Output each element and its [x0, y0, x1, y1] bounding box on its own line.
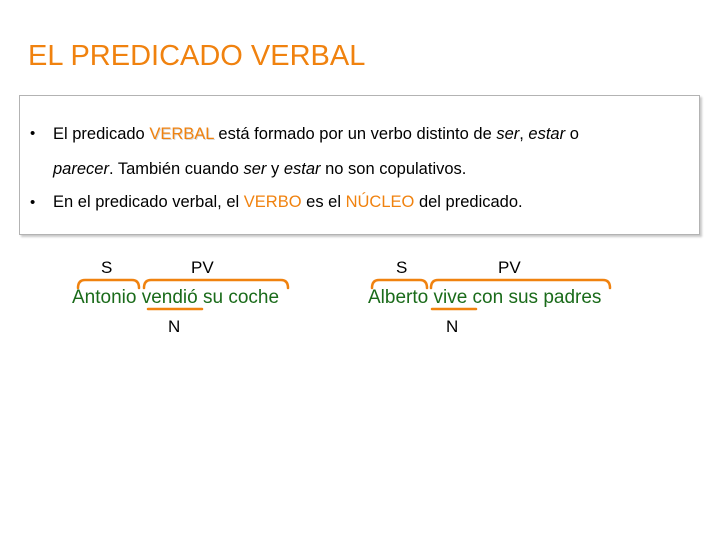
example-1-predicate-bracket [144, 280, 288, 288]
example-1-sentence: Antonio vendió su coche [72, 287, 280, 308]
highlight-verbal: VERBAL [149, 125, 214, 143]
example-2-subject-label: S [396, 258, 408, 277]
example-2-predicate-label: PV [498, 258, 521, 277]
page-title: EL PREDICADO VERBAL [28, 40, 366, 72]
example-1-verb: vendió [141, 287, 198, 308]
bullet-2-line: En el predicado verbal, el VERBO es el NÚCLEO del predicado. [53, 193, 523, 211]
example-2-nucleus-label: N [446, 317, 459, 336]
example-1-nucleus-label: N [168, 317, 181, 336]
bullet-marker: • [30, 194, 36, 211]
highlight-verbo: VERBO [243, 193, 302, 211]
example-2-subject-bracket [372, 280, 427, 288]
example-2-predicate-bracket [431, 280, 610, 288]
example-1-subject-bracket [78, 280, 139, 288]
bullet-marker: • [30, 125, 36, 142]
bullet-1-line-2: parecer. También cuando ser y estar no son copulativos. [53, 160, 467, 178]
example-2-sentence: Alberto vive con sus padres [368, 287, 602, 308]
example-2-verb: vive [433, 287, 468, 308]
example-1-predicate-label: PV [191, 258, 214, 277]
bullet-1-line-1: El predicado VERBAL está formado por un verbo distinto de ser, estar o [53, 125, 579, 143]
example-1-subject-label: S [101, 258, 113, 277]
highlight-nucleo: NÚCLEO [345, 193, 415, 211]
